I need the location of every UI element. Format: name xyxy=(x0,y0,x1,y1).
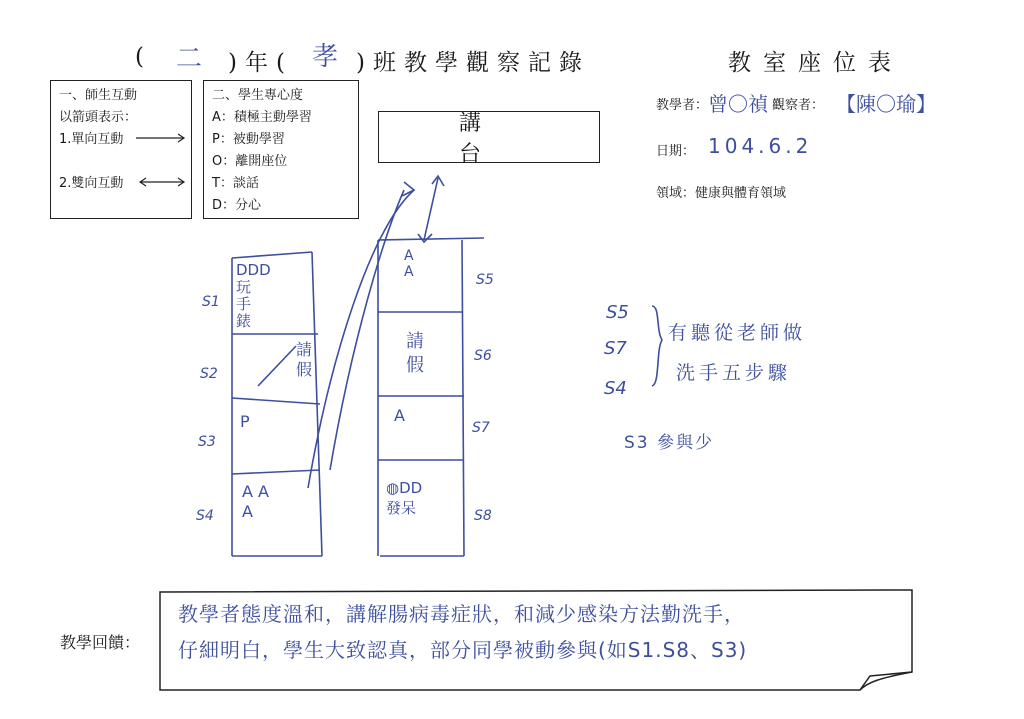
seat-s1-label: S1 xyxy=(202,294,220,310)
observer-value: 【陳〇瑜】 xyxy=(836,92,936,116)
arrowhead-podium xyxy=(402,182,414,196)
legend-interaction-subtitle: 以箭頭表示： xyxy=(59,110,138,125)
feedback-line-1: 教學者態度溫和，講解腸病毒症狀，和減少感染方法勤洗手， xyxy=(178,602,745,626)
feedback-label: 教學回饋： xyxy=(60,633,141,652)
legend-oneway-label: 1.單向互動 xyxy=(59,132,124,147)
seat-s1-text: DDD 玩 手 錶 xyxy=(236,261,271,330)
note-bracket-s4: S4 xyxy=(604,378,627,399)
header-class-value: 孝 xyxy=(312,42,339,72)
legend-focus-o: O：離開座位 xyxy=(212,154,288,169)
seat-s3-label: S3 xyxy=(198,434,216,450)
seat-s8-label: S8 xyxy=(474,508,492,524)
right-desk-top xyxy=(378,238,484,240)
left-desk-cross-mark xyxy=(258,346,296,386)
header-grade-open: ( xyxy=(135,44,152,70)
date-value: 104.6.2 xyxy=(708,134,813,158)
arrow-s4-to-podium xyxy=(308,190,414,488)
header-class-close: )班教學觀察記錄 xyxy=(356,50,590,76)
observer-label: 觀察者： xyxy=(772,98,825,113)
teacher-value: 曾〇禎 xyxy=(708,92,768,116)
left-desk-top xyxy=(232,252,312,258)
legend-focus-title: 二、學生專心度 xyxy=(212,88,304,103)
domain-label: 領域：健康與體育領域 xyxy=(656,186,787,201)
legend-focus-t: T：談話 xyxy=(212,176,259,191)
feedback-line-2: 仔細明白，學生大致認真，部分同學被動參與(如S1.S8、S3) xyxy=(178,638,748,662)
note-line-2: 洗手五步驟 xyxy=(676,362,792,384)
seat-s4-text: A A A xyxy=(242,482,269,521)
teacher-label: 教學者： xyxy=(656,98,709,113)
podium: 講台 xyxy=(378,111,600,163)
seat-s7-text: A xyxy=(394,406,405,425)
seat-s5-label: S5 xyxy=(476,272,494,288)
arrow-s4-to-podium-2 xyxy=(330,190,404,470)
seat-s7-label: S7 xyxy=(472,420,490,436)
notes-bracket xyxy=(652,306,662,386)
right-desk-right-edge xyxy=(462,240,464,556)
header-right-title: 教室座位表 xyxy=(728,50,903,76)
legend-focus-p: P：被動學習 xyxy=(212,132,285,147)
seat-s4-label: S4 xyxy=(196,508,214,524)
seat-s3-text: P xyxy=(240,412,250,431)
legend-focus-a: A：積極主動學習 xyxy=(212,110,312,125)
two-way-arrow-s5 xyxy=(424,178,438,240)
legend-focus-d: D：分心 xyxy=(212,198,262,213)
note-s3: S3 參與少 xyxy=(624,433,715,453)
legend-twoway-label: 2.雙向互動 xyxy=(59,176,124,191)
legend-interaction-title: 一、師生互動 xyxy=(59,88,138,103)
seat-s5-text: A A xyxy=(404,248,414,280)
note-bracket-s7: S7 xyxy=(604,338,627,359)
seat-s2-text: 請 假 xyxy=(296,340,313,379)
note-bracket-s5: S5 xyxy=(606,302,629,323)
seat-s6-label: S6 xyxy=(474,348,492,364)
date-label: 日期： xyxy=(656,144,696,159)
header-grade-close: )年( xyxy=(228,50,293,76)
seat-s8-text: ◍DD 發呆 xyxy=(386,479,423,517)
left-desk-divider-2 xyxy=(232,398,320,404)
seat-s2-label: S2 xyxy=(200,366,218,382)
left-desk-divider-3 xyxy=(232,470,320,474)
header-grade-value: 二 xyxy=(176,44,203,74)
note-line-1: 有聽從老師做 xyxy=(668,322,807,344)
seat-s6-text: 請 假 xyxy=(406,331,424,376)
